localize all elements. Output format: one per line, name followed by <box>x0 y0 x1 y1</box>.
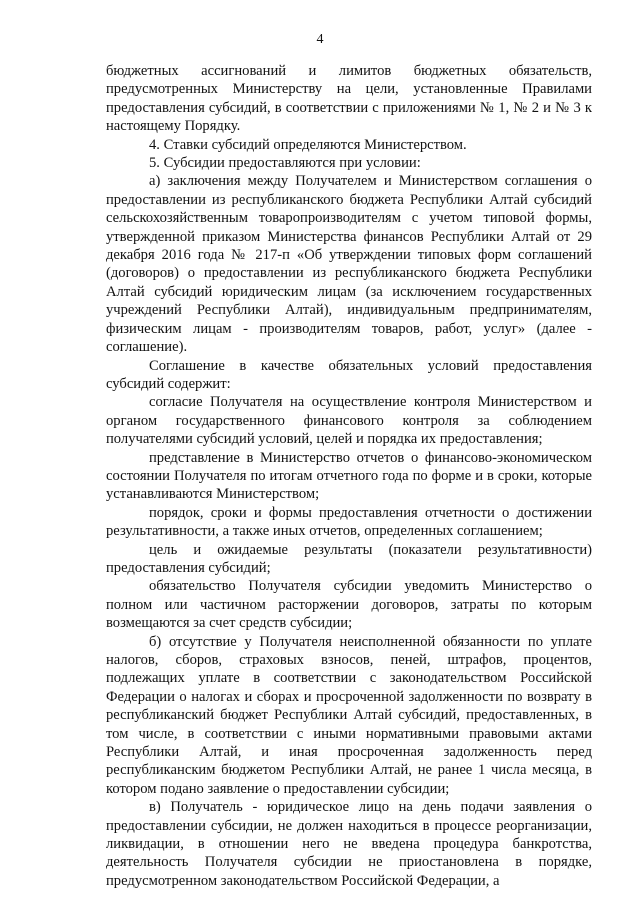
paragraph-item-5: 5. Субсидии предоставляются при условии: <box>149 155 421 172</box>
paragraph-condition-reporting-procedure: порядок, сроки и формы предоставления отчетности о достижении результативности, а также иных отчетов, определенных соглашением; <box>106 504 592 540</box>
page-number: 4 <box>316 32 324 47</box>
paragraph-condition-reports: представление в Министерство отчетов о финансово-экономическом состоянии Получателя по итогам отчетного года по форме и в сроки, которые устанавливаются Министерством; <box>106 449 592 503</box>
paragraph-condition-goal: цель и ожидаемые результаты (показатели результативности) предоставления субсидий; <box>106 541 592 576</box>
paragraph-condition-obligation: обязательство Получателя субсидии уведомить Министерство о полном или частичном расторжении договоров, затраты по которым возмещаются за счет средств субсидии; <box>106 578 592 632</box>
paragraph-condition-control: согласие Получателя на осуществление контроля Министерством и органом государственного финансового контроля за соблюдением получателями субсидий условий, целей и порядка их предоставления; <box>106 394 592 448</box>
document-body <box>106 62 592 890</box>
paragraph-subitem-a: а) заключения между Получателем и Министерством соглашения о предоставлении из республиканского бюджета Республики Алтай субсидий сельскохозяйственным товаропроизводителям с учетом типовой формы, утвержденной приказом Министерства финансов Республики Алтай от 29 декабря 2016 года № 217-п «Об утверждении типовых форм соглашений (договоров) о предоставлении из республиканского бюджета Республики Алтай субсидий юридическим лицам (за исключением государственных учреждений Республики Алтай), индивидуальным предпринимателям, физическим лицам - производителям товаров, работ, услуг» (далее - соглашение). <box>106 173 592 356</box>
paragraph-item-4: 4. Ставки субсидий определяются Министерством. <box>149 136 467 153</box>
paragraph-subitem-b: б) отсутствие у Получателя неисполненной обязанности по уплате налогов, сборов, страховых взносов, пеней, штрафов, процентов, подлежащих уплате в соответствии с законодательством Российской Федерации о налогах и сборах и просроченной задолженности по возврату в республиканский бюджет Республики Алтай субсидий, предоставленных, в том числе, в соответствии с иными нормативными правовыми актами Республики Алтай, и иная просроченная задолженность перед республиканским бюджетом Республики Алтай, не ранее 1 числа месяца, в котором подано заявление о предоставлении субсидии; <box>106 633 592 797</box>
paragraph-subitem-v: в) Получатель - юридическое лицо на день подачи заявления о предоставлении субсидии, не должен находиться в процессе реорганизации, ликвидации, в отношении него не введена процедура банкротства, деятельность Получателя субсидии не приостановлена в порядке, предусмотренном законодательством Российской Федерации, а <box>106 799 592 889</box>
paragraph-continuation: бюджетных ассигнований и лимитов бюджетных обязательств, предусмотренных Министерству на цели, установленные Правилами предоставления субсидий, в соответствии с приложениями № 1, № 2 и № 3 к настоящему Порядку. <box>106 63 592 135</box>
paragraph-agreement-conditions: Соглашение в качестве обязательных условий предоставления субсидий содержит: <box>106 357 592 392</box>
